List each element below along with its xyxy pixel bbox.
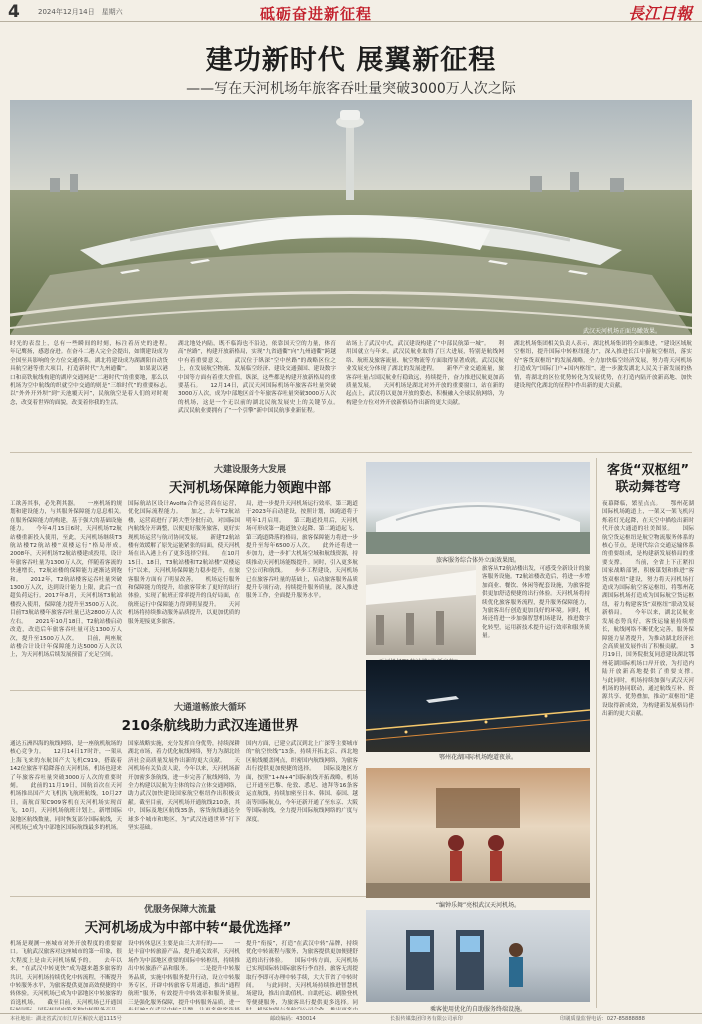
section1-column-1: 工欲善其事，必先利其器。 一座机场的规划和建设能力，与其服务保障能力息息相关。 在服务保障能力的构建，基于强大的基础设施能力。 今年4月15日6时，天河机场T2航站楼重新投入使用，至此，天河机场继续T3航站楼T2航站楼“双楼运行”格局形成。 2008年，天河机场T2航站楼建成投用，设计年旅客吞吐量为1300万人次，伴随着客流的快速增长，T2航站楼的保障能力逐渐达到饱和。 2012年，T2航站楼客运吞吐量突破1300万人次，达到设计能力上限，此后一直超负荷运行。2017年8月，天河机场T3航站楼投入使用，保障能力提升至3500万人次。目前T3航站楼年旅客吞吐量已达2800万人次左右。 2021年10月18日，T2航站楼启动改造，改造后年旅客吞吐量可达1300万人次，提升至1500万人次。 目前，两座航站楼合计设计年保障能力达5000万人次以上，为天河机场后续发展预留了充足空间。 [10,501,122,659]
section3-column-2: 设中转休息区主要是由三大并行的—— 一是丰富中转旅游产品，提升通关效率，天河机场作为中部地区重要的国际中转枢纽，持续推出中转旅游产品和服务。 二是提升中转服务品质，实施中转服务提升行动，设立中转服务专区，开辟中转旅客专用通道，推出“通程航班”服务，有效提升中转效率和服务质量。 三是强化服务保障，提升中转服务品质，进一 [128,941,240,1006]
section2-column-1: 通达五洲四海的航线网络，是一座航机航场的核心竞争力。 12月14日17时许，一架从上海飞来的东航国产大飞机C919，搭载着142位旅客平稳降落在天河机场，机场也迎来了年旅客吞吐量突破3000万人次的重要时刻。 此前的11月19日，国航首次在天河机场推出国产大飞机执飞航班航线，10月27日，南航首架C909客机在天河机场实现首飞，10月，天河机场航班计划上，新增国际及地区航线数量，同时恢复部分国际航线，天河机场已成为中部地区国际航线最多的机场。 [10,741,122,832]
huahu-runway-night-photo [366,660,590,752]
airport-aerial-illustration [10,100,692,335]
section1-caption-1: 旅客服务综合体外立面效果图。 [435,557,520,564]
terminal-exterior-photo [366,462,590,554]
section1-column-3: 局，进一步提升天河机场运行效率，第三跑道于2023年启动建设，按照计划，该跑道将于明年1月启用。 第三跑道投用后，天河机场可形成第一跑道独立起降、第二跑道起飞、第三跑道降落的格局，旅客保障能力将进一步提升至每年6500万人次。 此外还将进一步加力，进一步扩大机场空域和航线资源，持续推动天河机场能级提升。同时，引入更多航空公司和航线。 步步工程建设，天河机场已在旅客吞吐量的基础上，启动旅客服务品质提升专项行动，持续提升服务质量，深入推进服务工作，全面提升服务水平。 [246,501,358,600]
column-rule [596,458,597,1008]
section3-column-3: 提升“衔接”，打造“在武汉中转”品牌，持续优化中转流程与服务，为旅客提供更加便捷舒适的出行体验。 国际中转方面，天河机场已实现国际转国际旅客行李直挂，旅客无需提取行李即可办理中转手续，大大节省了中转时间。 与此同时，天河机场持续推进智慧机场建设，推出自助值机、自助托运、刷脸登机等便捷服务，为旅客出行提供更多选择。同 [246,941,358,1006]
section1-kicker: 大建设服务大发展 [213,465,286,475]
airport-aerial-photo [10,100,692,335]
lead-column-3: 站场上了武汉中式，武汉建设构建了“中部民航第一城”。 利用国就立与年来，武汉民航业取得了巨大进展，特别是航线网络、航班及旅客流量、航空物流等方面取得显著成就。武汉民航业发展充分体现了湖北的发展进程。 新华产业交通流量，旅客吞吐量占国民航业行稳致远，持续提升，奋力推进民航更加高质量发展。 天河机场是湖北对外开放的重要窗口，站在新的起点上，武汉将以更加开放的姿态，积极融入全球民航网络，为构建全方位对外开放新格局作出新的更大贡献。 [346,341,504,406]
section2-title: 210条航线助力武汉连通世界 [121,718,299,734]
footer-address: 本社地址：湖北省武汉市江岸区解放大道1115号 [10,1016,122,1022]
section3-caption-1: “编钟乐舞”亮相武汉天河机场。 [435,902,521,909]
section-divider [10,452,692,453]
section3-kicker: 优服务保障大流量 [143,905,216,915]
section1-sidebar-text: 旅客从T2航站楼出发，可感受全新设计的旅客服务设施。T2航站楼改造后，将进一步增加商业、餐饮、休闲等配套设施，为旅客提供更加舒适便捷的出行体验。天河机场将持续优化旅客服务流程，提升服务保障能力，为旅客出行创造更加良好的环境。同时，机场还将进一步加强智慧机场建设，推进数字化转型，运用新技术提升运行效率和服务质量。 [482,566,590,640]
section3-column-1: 机场是观测一座城市对外开放程度的重要窗口。飞航武汉旅客对这座城市的第一印象，很大程度上是由天河机场赋予的。 去年以来，“在武汉中转更快”成为越来越多旅客的共识。天河机场持续优化中转流程，不断提升中转服务水平，为旅客提供更加高效便捷的中转体验。天河机场已成为中部地区中转旅客的首选机场。 截至目前，天河机场已开通国 [10,941,122,1006]
section-divider [10,896,366,897]
self-service-kiosk-photo [366,910,590,1002]
bianzhong-performance-photo [366,768,590,898]
footer-postcode: 邮政编码：430014 [270,1016,316,1022]
page-number: 4 [8,2,20,22]
lead-column-4: 湖北机场集团相关负责人表示，湖北机场集团将全面推进，“建设区域航空枢纽，提升国际中转枢纽能力”，深入推进长江中游航空枢纽，落实好“客货双枢纽”的发展战略，全力加快临空经济发展，努力将天河机场打造成为“国际门户+国内枢纽”，进一步激发湖北人民关于新发展的热情，将湖北的区位优势转化为发展优势，在打造内陆开放新高地、加快建设现代化湖北的征程中作出新的更大贡献。 [514,341,692,390]
section1-column-2: 国际航站区设计Avolfa合作运营商在运营，优化国际流程能力。 加之，去年T2航站楼，运营商进行了跨大型分批行动，对国际国内航线分开调整，以便更好服务旅客，更好实现机场运营与航司协同发展。 新建T2航站楼有效缓解了原先运能紧张的局面，使天河机场在出入港上有了更多选择空间。 在10月15日、18日，T3航站楼和T2航站楼“双楼运行”以来，天河机场保障能力稳步提升，在旅客服务方面有了明显改善。 机场运行服务和保障能力的提升，给旅客带来了更好的出行体验，实现了航班正常率提升的良好局面，在航班运行中保障能力得到明显提升。 天河机场将持续推动服务品质提升，以更加优质的服务迎接更多旅客。 [128,501,240,625]
right-column-title: 客货“双枢纽” 联动舞苍穹 [606,463,690,495]
section3-title: 天河机场成为中部中转“最优选择” [84,920,292,936]
hero-caption: 武汉天河机场正面鸟瞰效果。 [583,328,662,335]
lead-column-2: 湖北地处内陆，既不临海也不沿边，依靠国天空的力量，体育高“丝路”，构建开放新格局，实现“九省通衢”向“九州通衢”跨越中有着重要意义。 武汉位于纵深“空中丝路”的战略区位之上，在发展航空物流、发展临空经济、建设交通强国、建设数字中国等方面有着重大价值，纵深，这些都是构建开放新格局的重要基石。 12月14日，武汉天河国际机场年旅客吞吐量突破3000万人次，成为中部地区首个年旅客吞吐量突破3000万人次的机场，这是一个无以前的湖北民航发展史上的关键节点。 武汉民航业要拥有了“一个引擎”新中国民航事业新征程。 [178,341,336,415]
issue-date: 2024年12月14日 星期六 [38,8,123,16]
right-column-text: 夜幕降临，繁星点点。 鄂州花湖国际机场跑道上，一架又一架飞机闪烁着灯光起降，在天空中描绘出新时代开放大通道的壮美图景。 国际航空货运枢纽是航空物流服务体系的核心节点，是现代综合交通运输体系的重要组成，是构建新发展格局的重要支撑。 当前，全省上下正紧扣国家战略部署，积极谋划和推进“客货双枢纽”建设，努力将天河机场打造成为国际航空客运枢纽，将鄂州花湖国际机场打造成为国际航空货运枢纽，着力构建客货“双枢纽”联动发展新格局。 今年以来，湖北民航业发展态势良好，客货运输量持续增长，航线网络不断优化完善，服务保障能力显著提升，为推动湖北经济社会高质量发展作出了积极贡献。 3月19日，国务院批复同意建设湖北鄂州花湖国际机场口岸开放，为打造内陆开放新高地提供了重要支撑。 与此同时，机场持续加强与武汉天河机场的协同联动，通过航线互补、资源共享、优势叠加，推动“双枢纽”建设取得新成效，为构建新发展格局作出新的更大贡献。 [602,501,694,718]
section3-caption-2: 乘客使用优化的自助服务终端设施。 [429,1006,526,1013]
section2-column-3: 国内方面，已建立武汉到北上广深等主要城市的“航空快线”13条，持续开拓北京、西北地区航线覆盖网点，织密国内航线网络，为旅客出行提供更加便捷的选择。 国际及地区方面，按照“1+N+4”国际航线开拓战略，机场已开通至巴黎、伦敦、悉尼、迪拜等16条客运直航线，持续加密至日本、韩国、泰国、越南等国际航点，今年还新开通了至东京、大阪等国际航线，全力提升国际航线网络的广度与深度。 [246,741,358,823]
section2-caption: 鄂州花湖国际机场跑道夜景。 [438,754,517,761]
footer-printer: 长报传媒集团印务有限公司承印 [390,1016,463,1022]
t2-terminal-interior-photo [366,565,476,655]
section1-title: 天河机场保障能力领跑中部 [169,480,331,496]
footer-phone: 印刷质量监督电话：027-85888888 [560,1016,645,1022]
subheadline: ——写在天河机场年旅客吞吐量突破3000万人次之际 [186,81,516,97]
lead-column-1: 时光的表盘上，总有一些瞬间的时刻，标注着历史的进程。 年记鹰扬，感恩奋进。在奋斗二港人完全会提出，如期建设成为全国至具影响的全方位交通体系，湖北将建设成为湖湖阳自动货具航空港等重大项目，打造新时代“九州通衢”。 如果说以港口和高铁航线构建的湖岸交通网是“二港时代”的重要地，那么以机场为空中航线的织就空中交通的则是“三维时代”的重要标志。 以“外外开外坝”到“天池覆天河”，民航航空是着人们的对时观念，改变着世界的面貌，改变着你我的生活。 [10,341,168,406]
section2-column-2: 国家战略实施，充分发挥自身优势，持续深耕湖北市场，着力优化航线网络，努力为湖北经济社会高质量发展作出新的更大贡献。 天河机场有关负责人说，今年以来，天河机场新开加密多条航线，进一步完善了航线网络，为全力构建以民航为主体的综合立体交通网络，助力武汉加快建设国家航空枢纽作出积极贡献。截至目前，天河机场开通航线210条，其中，国际及地区航线35条，客货航线通达全球多个城市和地区，为“武汉连通世界”打下坚实基础。 [128,741,240,832]
section-title: 砥砺奋进新征程 [260,5,373,23]
masthead-logo: 長江日報 [628,4,693,23]
section2-kicker: 大通道畅旅大循环 [173,703,246,713]
headline: 建功新时代 展翼新征程 [205,45,497,76]
